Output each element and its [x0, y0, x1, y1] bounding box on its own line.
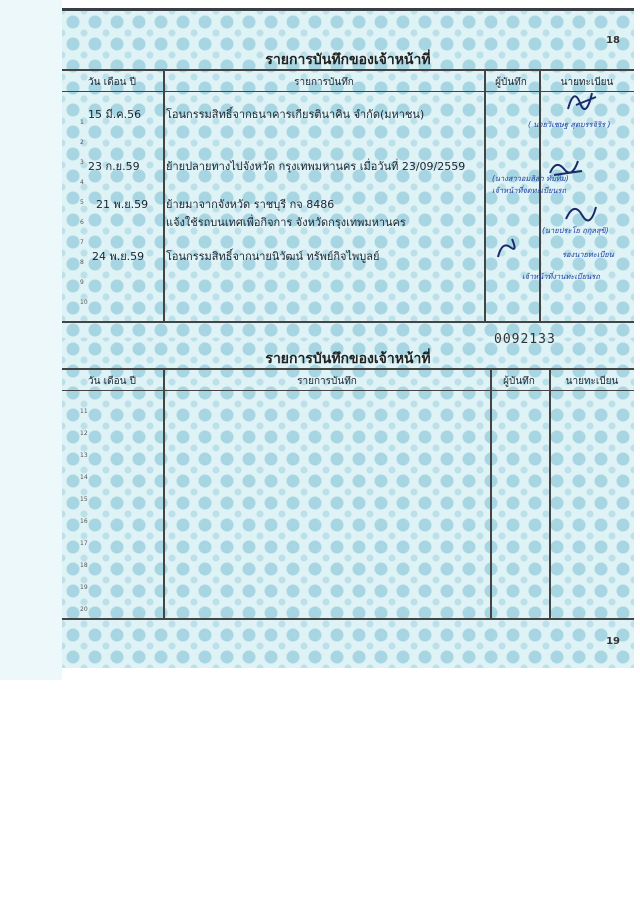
row-number: 10: [80, 299, 88, 306]
page-number-bottom: 19: [606, 636, 620, 647]
row-number: 6: [80, 219, 84, 226]
header-recorder: ผู้บันทึก: [495, 77, 527, 88]
record-page-top: [62, 8, 634, 341]
row-number: 17: [80, 540, 88, 547]
official-stamp: รองนายทะเบียน: [562, 250, 614, 259]
row-number: 20: [80, 606, 88, 613]
official-stamp: (นายประโย ฤกุลสุขิ): [542, 226, 609, 235]
row-number: 15: [80, 496, 88, 503]
header-record: รายการบันทึก: [297, 376, 357, 387]
official-stamp: ( นายวิเชษฐ สุดบรรจิริร ): [528, 120, 611, 129]
entry-text: โอนกรรมสิทธิ์จากธนาคารเกียรตินาคิน จำกัด(มหาชน): [166, 108, 425, 121]
records-table-bottom: [62, 368, 634, 620]
row-number: 13: [80, 452, 88, 459]
page-title-top: รายการบันทึกของเจ้าหน้าที่: [265, 52, 431, 68]
column-divider: [484, 71, 486, 321]
header-recorder: ผู้บันทึก: [503, 376, 535, 387]
entry-date: 15 มี.ค.56: [88, 108, 142, 121]
row-number: 11: [80, 408, 88, 415]
row-number: 8: [80, 259, 84, 266]
header-date: วัน เดือน ปี: [88, 77, 136, 88]
entry-date: 24 พ.ย.59: [92, 250, 145, 263]
entry-date: 23 ก.ย.59: [88, 160, 140, 173]
row-number: 19: [80, 584, 88, 591]
official-stamp: เจ้าหน้าที่งานทะเบียนรถ: [522, 272, 600, 281]
header-registrar: นายทะเบียน: [560, 77, 614, 88]
row-number: 3: [80, 159, 84, 166]
entry-text: ย้ายปลายทางไปจังหวัด กรุงเทพมหานคร เมื่อวันที่ 23/09/2559: [166, 160, 466, 173]
entry-text: ย้ายมาจากจังหวัด ราชบุรี กจ 8486: [166, 198, 335, 211]
row-number: 12: [80, 430, 88, 437]
row-number: 7: [80, 239, 84, 246]
entry-text: แจ้งใช้รถบนเทศเพื่อกิจการ จังหวัดกรุงเทพมหานคร: [166, 216, 406, 229]
table-header-top: [62, 71, 634, 92]
header-registrar: นายทะเบียน: [565, 376, 619, 387]
signature-mark: [562, 85, 602, 115]
row-number: 1: [80, 119, 84, 126]
row-number: 9: [80, 279, 84, 286]
row-number: 5: [80, 199, 84, 206]
official-stamp: เจ้าหน้าที่จดทะเบียนรถ: [492, 186, 567, 195]
page-title-bottom: รายการบันทึกของเจ้าหน้าที่: [265, 351, 431, 367]
serial-number: 0092133: [494, 332, 556, 347]
row-number: 4: [80, 179, 84, 186]
header-date: วัน เดือน ปี: [88, 376, 136, 387]
column-divider: [549, 370, 551, 618]
official-stamp: (นางสาวอมลิสา ทับทิม): [492, 174, 569, 183]
entry-text: โอนกรรมสิทธิ์จากนายนิวัฒน์ ทรัพย์กิจไพบูลย์: [166, 250, 380, 263]
page-number-top: 18: [606, 35, 620, 46]
row-number: 2: [80, 139, 84, 146]
records-table-top: [62, 69, 634, 323]
column-divider: [163, 71, 165, 321]
column-divider: [490, 370, 492, 618]
signature-mark: [492, 235, 528, 261]
record-page-bottom: [62, 332, 634, 668]
row-number: 14: [80, 474, 88, 481]
header-record: รายการบันทึก: [294, 77, 354, 88]
page-margin-strip: [0, 0, 62, 680]
row-number: 18: [80, 562, 88, 569]
signature-mark: [562, 199, 598, 225]
column-divider: [163, 370, 165, 618]
entry-date: 21 พ.ย.59: [96, 198, 149, 211]
row-number: 16: [80, 518, 88, 525]
